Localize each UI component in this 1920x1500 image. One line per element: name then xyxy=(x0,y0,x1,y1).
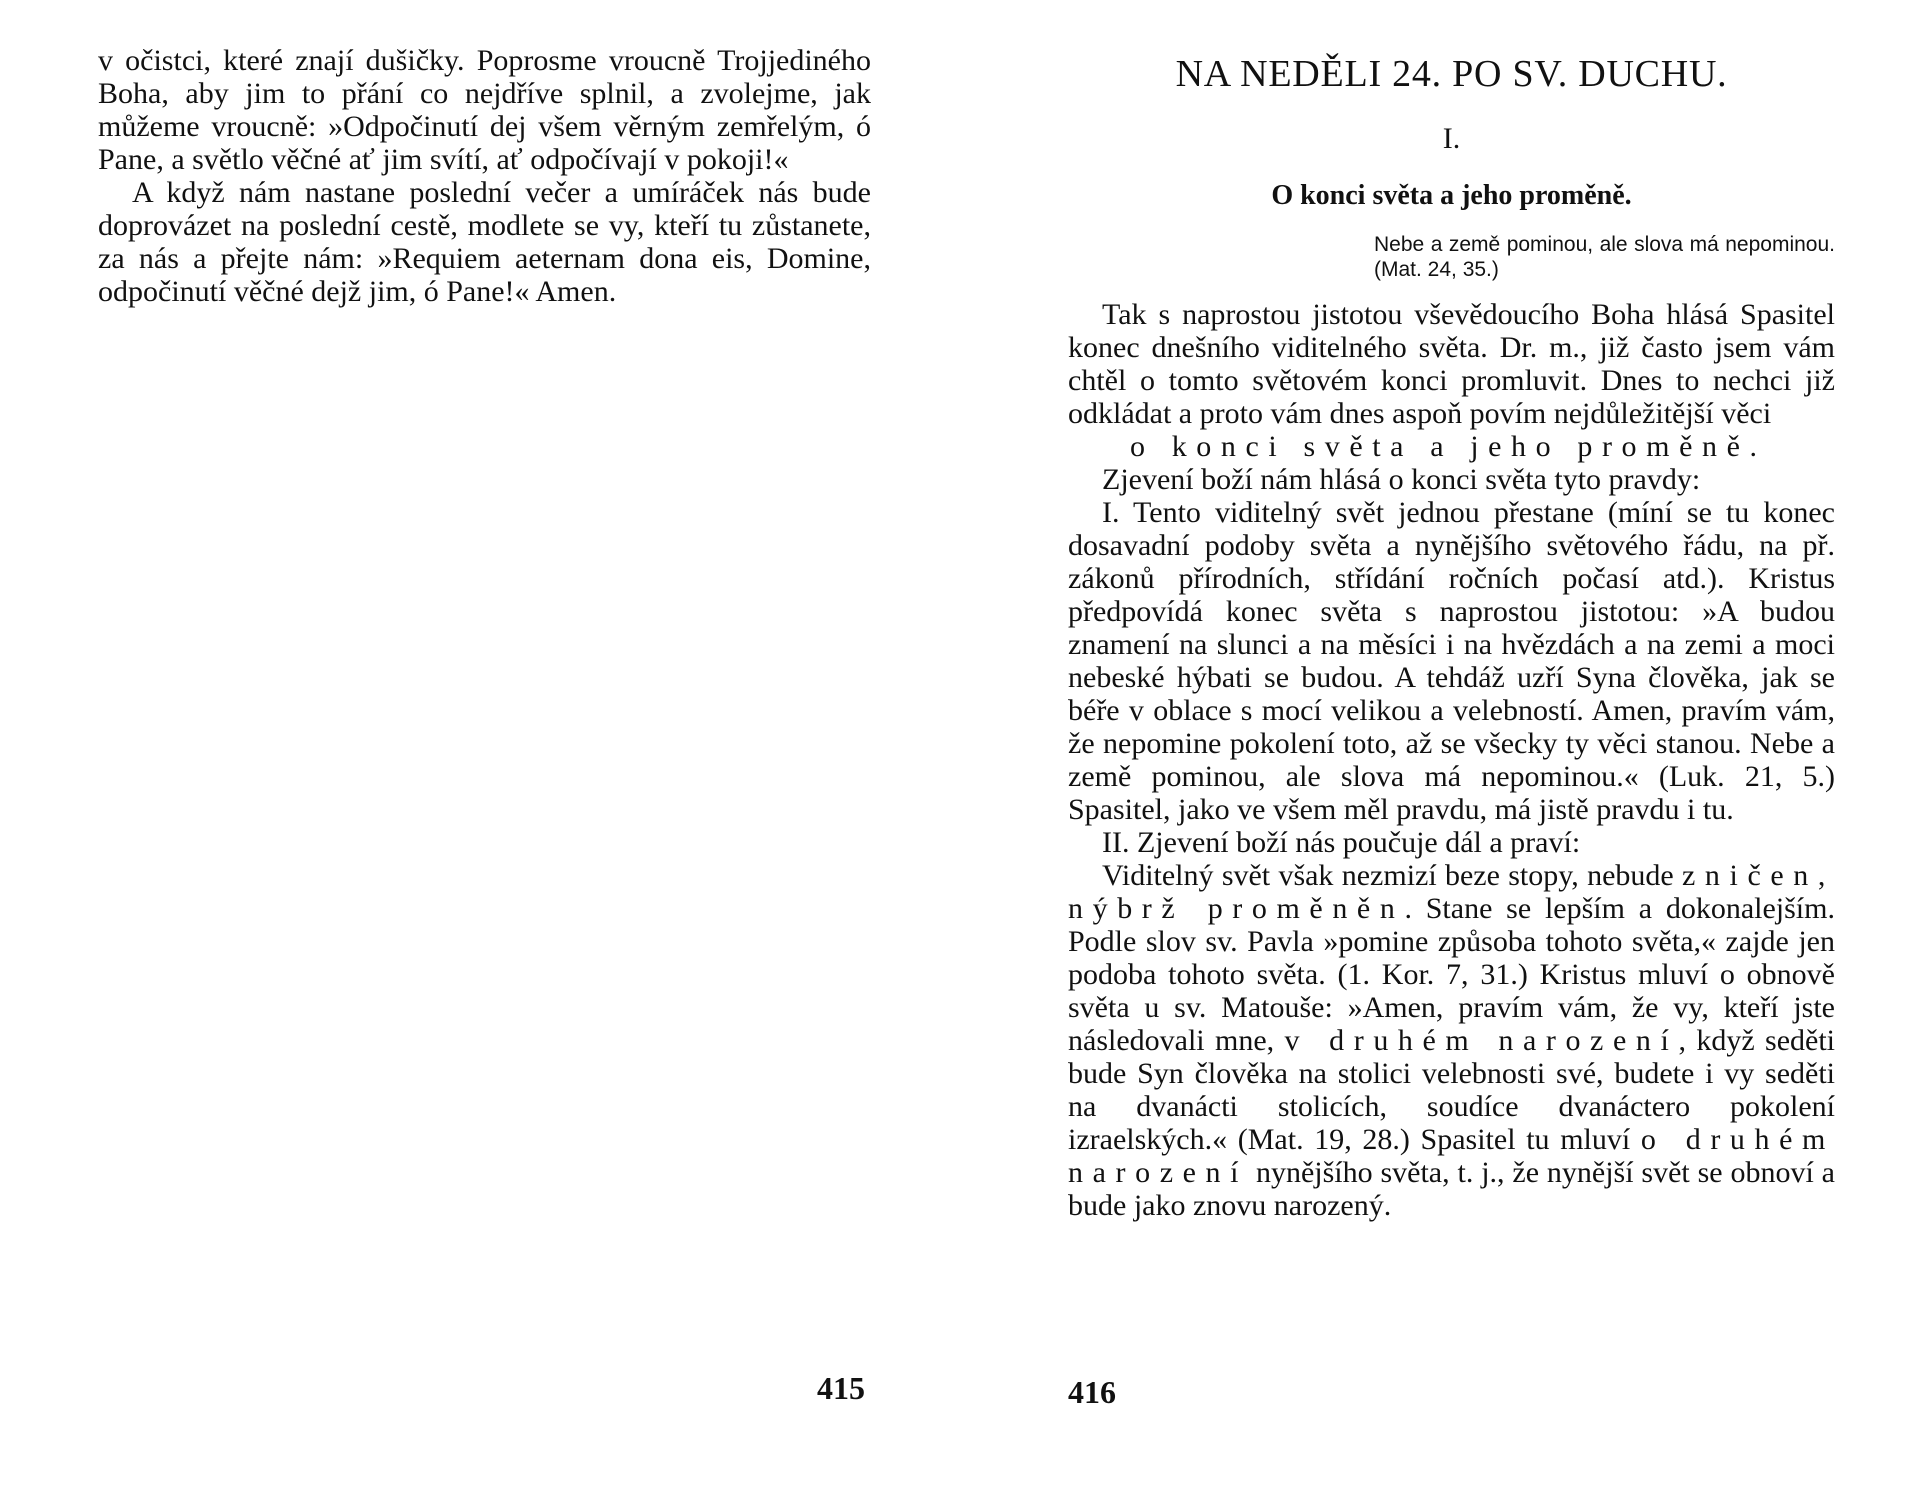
page-number-right: 416 xyxy=(1068,1374,1116,1410)
right-paragraph-1-emphasis: o konci světa a jeho proměně. xyxy=(1130,430,1767,463)
right-paragraph-4: II. Zjevení boží nás poučuje dál a praví: xyxy=(1102,826,1581,859)
p5-spaced-emphasis-2: v druhém narození xyxy=(1284,1024,1679,1057)
p5-part-b: . Stane se lepším a dokonalejším. Podle slov sv. Pavla »pomine způsoba tohoto světa,« zajde jen podoba tohoto světa. (1. Kor. 7, 31.) Kristus mluví o obnově světa u sv. Matouše: »Amen, pravím vám, že vy, kteří jste následovali mne, xyxy=(1068,892,1835,1057)
p5-part-c: , když seděti bude Syn člověka na stolici velebnosti své, budete i vy seděti na dvanácti stolicích, soudíce dvanáctero pokolení izraelských.« (Mat. 19, 28.) Spasitel tu mluví xyxy=(1068,1024,1835,1156)
left-paragraph-2: A když nám nastane poslední večer a umíráček nás bude doprovázet na poslední cestě, modlete se vy, kteří tu zůstanete, za nás a přejte nám: »Requiem aeternam dona eis, Domine, odpočinutí věčné dejž jim, ó Pane!« Amen. xyxy=(98,176,871,308)
section-number: I. xyxy=(1442,122,1461,155)
section-title: O konci světa a jeho proměně. xyxy=(1271,180,1632,211)
right-paragraph-3: I. Tento viditelný svět jednou přestane (míní se tu konec dosavadní podoby světa a nynějšího světového řádu, na př. zákonů přírodních, střídání ročních počasí atd.). Kristus předpovídá konec světa s naprostou jistotou: »A budou znamení na slunci a na měsíci i na hvězdách a na zemi a moci nebeské hýbati se budou. A tehdáž uzří Syna člověka, jak se béře v oblace s mocí velikou a velebností. Amen, pravím vám, že nepomine pokolení toto, až se všecky ty věci stanou. Nebe a země pominou, ale slova má nepominou.« (Luk. 21, 5.) Spasitel, jako ve všem měl pravdu, má jistě pravdu i tu. xyxy=(1068,496,1835,826)
p5-part-a: Viditelný svět však nezmizí beze stopy, nebude xyxy=(1102,859,1683,892)
epigraph-quote: Nebe a země pominou, ale slova má nepominou. (Mat. 24, 35.) xyxy=(1374,233,1835,281)
right-paragraph-5 xyxy=(1068,859,1835,1222)
p5-spaced-emphasis-3: o druhém narození xyxy=(1068,1123,1835,1189)
right-paragraph-2: Zjevení boží nám hlásá o konci světa tyto pravdy: xyxy=(1102,463,1701,496)
p5-spaced-emphasis: zničen, nýbrž proměněn xyxy=(1068,859,1835,925)
left-paragraph-1: v očistci, které znají dušičky. Poprosme vroucně Trojjediného Boha, aby jim to přání co nejdříve splnil, a zvolejme, jak můžeme vroucně: »Odpočinutí dej všem věrným zemřelým, ó Pane, a světlo věčné ať jim svítí, ať odpočívají v pokoji!« xyxy=(98,44,871,176)
right-page-text xyxy=(1068,298,1835,1222)
page-number-left: 415 xyxy=(817,1370,865,1406)
right-paragraph-1: Tak s naprostou jistotou vševědoucího Boha hlásá Spasitel konec dnešního viditelného světa. Dr. m., již často jsem vám chtěl o tomto světovém konci promluvit. Dnes to nechci již odkládat a proto vám dnes aspoň povím nejdůležitější věci xyxy=(1068,298,1835,430)
p5-part-d: nynějšího světa, t. j., že nynější svět se obnoví a bude jako znovu narozený. xyxy=(1068,1156,1835,1222)
left-page-text xyxy=(98,44,871,308)
chapter-title: NA NEDĚLI 24. PO SV. DUCHU. xyxy=(1175,53,1728,95)
right-page xyxy=(1068,0,1835,1500)
left-page xyxy=(98,0,871,1500)
